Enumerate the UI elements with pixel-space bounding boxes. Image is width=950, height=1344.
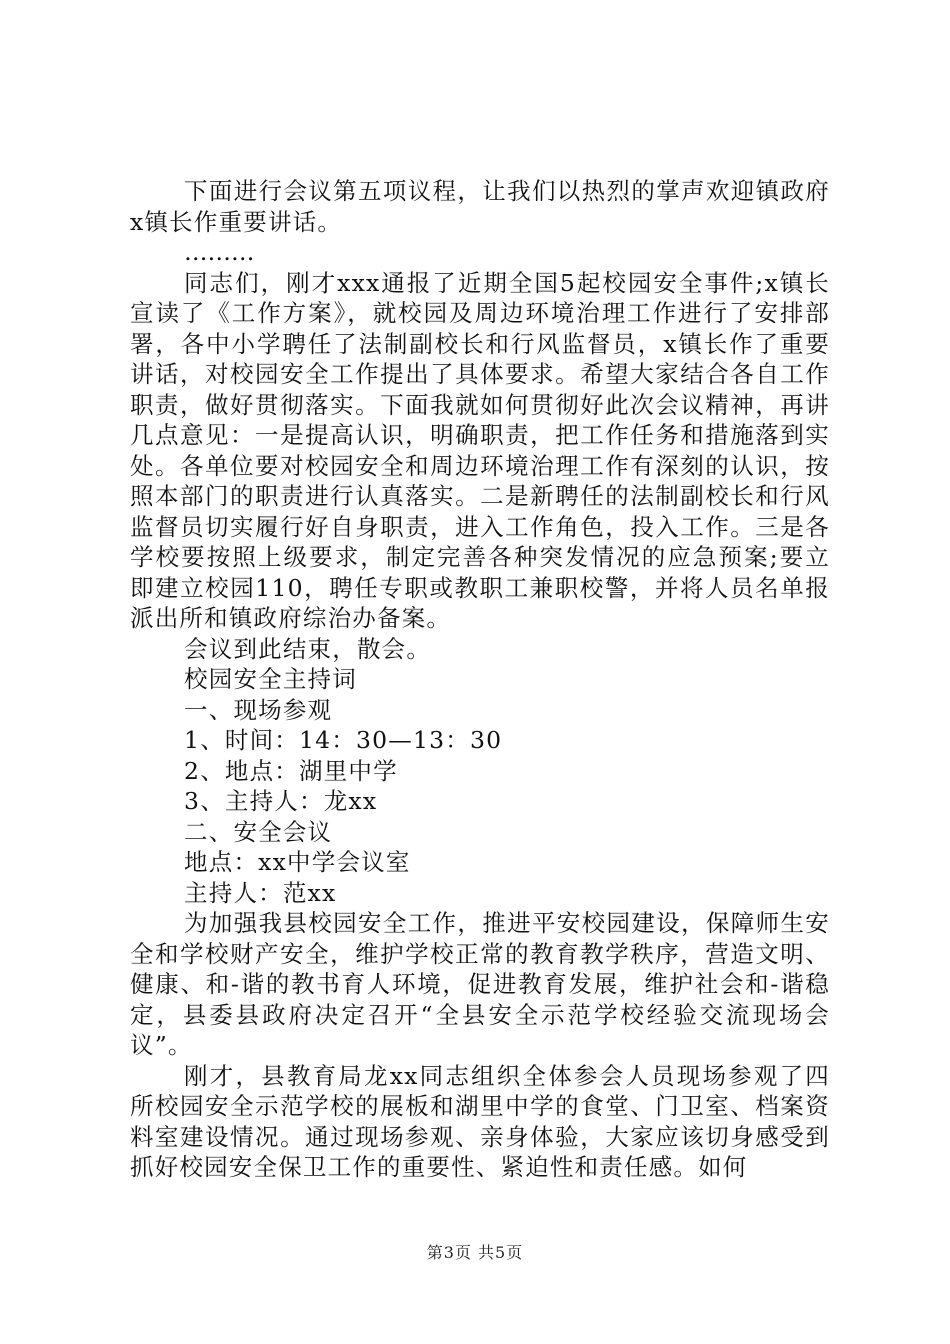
- paragraph-agenda-item-five: 下面进行会议第五项议程，让我们以热烈的掌声欢迎镇政府x镇长作重要讲话。: [130, 177, 830, 236]
- paragraph-meeting-purpose: 为加强我县校园安全工作，推进平安校园建设，保障师生安全和学校财产安全，维护学校正常的教育教学秩序，营造文明、健康、和-谐的教书育人环境，促进教育发展，维护社会和-谐稳定，县委县政府决定召开“全县安全示范学校经验交流现场会议”。: [130, 909, 830, 1059]
- paragraph-closing-remarks: 同志们，刚才xxx通报了近期全国5起校园安全事件;x镇长宣读了《工作方案》，就校园及周边环境治理工作进行了安排部署，各中小学聘任了法制副校长和行风监督员，x镇长作了重要讲话，对校园安全工作提出了具体要求。希望大家结合各自工作职责，做好贯彻落实。下面我就如何贯彻好此次会议精神，再讲几点意见：一是提高认识，明确职责，把工作任务和措施落到实处。各单位要对校园安全和周边环境治理工作有深刻的认识，按照本部门的职责进行认真落实。二是新聘任的法制副校长和行风监督员切实履行好自身职责，进入工作角色，投入工作。三是各学校要按照上级要求，制定完善各种突发情况的应急预案;要立即建立校园110，聘任专职或教职工兼职校警，并将人员名单报派出所和镇政府综治办备案。: [130, 268, 830, 632]
- section-title-host-script: 校园安全主持词: [184, 665, 357, 693]
- detail-meeting-host: 主持人：范xx: [184, 878, 337, 907]
- detail-location: 2、地点：湖里中学: [184, 756, 398, 785]
- detail-host: 3、主持人：龙xx: [184, 787, 378, 815]
- detail-meeting-location: 地点：xx中学会议室: [184, 848, 411, 876]
- section-heading-safety-meeting: 二、安全会议: [184, 817, 333, 846]
- paragraph-ellipsis: ………: [184, 238, 255, 266]
- page-number-footer: 第3页 共5页: [426, 1243, 524, 1262]
- detail-time: 1、时间：14：30—13：30: [184, 726, 503, 754]
- document-body: [130, 176, 830, 1183]
- paragraph-site-visit-summary: 刚才，县教育局龙xx同志组织全体参会人员现场参观了四所校园安全示范学校的展板和湖里中学的食堂、门卫室、档案资料室建设情况。通过现场参观、亲身体验，大家应该切身感受到抓好校园安全保卫工作的重要性、紧迫性和责任感。如何: [130, 1061, 830, 1181]
- paragraph-meeting-adjourned: 会议到此结束，散会。: [184, 634, 432, 663]
- section-heading-site-visit: 一、现场参观: [184, 695, 333, 724]
